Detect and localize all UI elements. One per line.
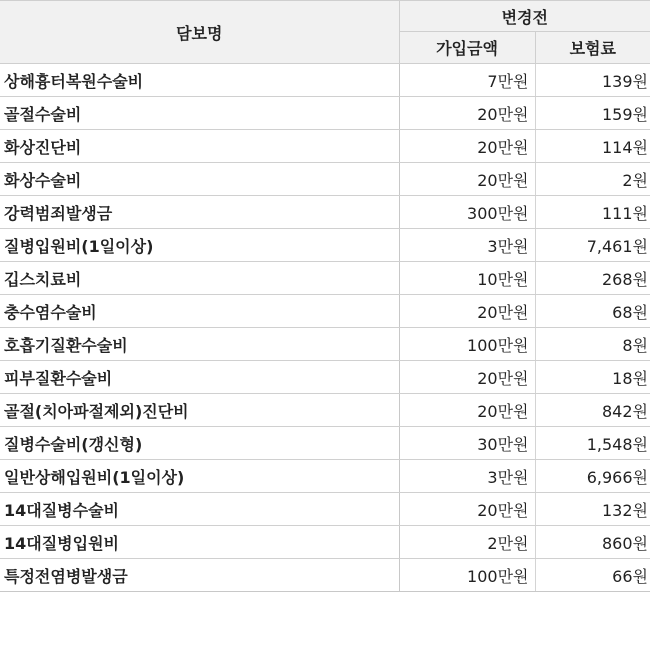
coverage-name-cell: 골절(치아파절제외)진단비 [0, 394, 399, 427]
premium-cell: 2원 [535, 163, 650, 196]
coverage-name-header: 담보명 [0, 1, 399, 64]
coverage-name-cell: 질병입원비(1일이상) [0, 229, 399, 262]
premium-cell: 159원 [535, 97, 650, 130]
amount-cell: 20만원 [399, 394, 535, 427]
premium-cell: 842원 [535, 394, 650, 427]
table-row [0, 460, 650, 493]
amount-cell: 300만원 [399, 196, 535, 229]
table-row [0, 328, 650, 361]
table-row [0, 229, 650, 262]
table-row [0, 262, 650, 295]
premium-cell: 132원 [535, 493, 650, 526]
amount-cell: 20만원 [399, 130, 535, 163]
table-row [0, 361, 650, 394]
amount-cell: 20만원 [399, 361, 535, 394]
amount-cell: 30만원 [399, 427, 535, 460]
amount-cell: 7만원 [399, 64, 535, 97]
coverage-name-cell: 피부질환수술비 [0, 361, 399, 394]
premium-cell: 8원 [535, 328, 650, 361]
coverage-name-cell: 호흡기질환수술비 [0, 328, 399, 361]
amount-cell: 20만원 [399, 295, 535, 328]
table-row [0, 427, 650, 460]
amount-cell: 10만원 [399, 262, 535, 295]
coverage-name-cell: 깁스치료비 [0, 262, 399, 295]
table-row [0, 64, 650, 97]
coverage-name-cell: 강력범죄발생금 [0, 196, 399, 229]
premium-cell: 18원 [535, 361, 650, 394]
coverage-name-cell: 질병수술비(갱신형) [0, 427, 399, 460]
amount-cell: 20만원 [399, 163, 535, 196]
amount-cell: 100만원 [399, 328, 535, 361]
coverage-name-cell: 화상진단비 [0, 130, 399, 163]
amount-cell: 3만원 [399, 229, 535, 262]
premium-cell: 7,461원 [535, 229, 650, 262]
coverage-name-cell: 일반상해입원비(1일이상) [0, 460, 399, 493]
premium-cell: 68원 [535, 295, 650, 328]
coverage-name-cell: 특정전염병발생금 [0, 559, 399, 592]
table-row [0, 97, 650, 130]
coverage-name-cell: 충수염수술비 [0, 295, 399, 328]
table-row [0, 295, 650, 328]
premium-cell: 66원 [535, 559, 650, 592]
table-row [0, 526, 650, 559]
before-change-header: 변경전 [399, 1, 650, 32]
premium-header: 보험료 [535, 32, 650, 64]
table-row [0, 493, 650, 526]
amount-cell: 2만원 [399, 526, 535, 559]
coverage-name-cell: 골절수술비 [0, 97, 399, 130]
premium-cell: 268원 [535, 262, 650, 295]
amount-cell: 20만원 [399, 97, 535, 130]
amount-header: 가입금액 [399, 32, 535, 64]
premium-cell: 1,548원 [535, 427, 650, 460]
premium-cell: 114원 [535, 130, 650, 163]
amount-cell: 20만원 [399, 493, 535, 526]
amount-cell: 100만원 [399, 559, 535, 592]
table-row [0, 559, 650, 592]
table-row [0, 394, 650, 427]
premium-cell: 860원 [535, 526, 650, 559]
premium-cell: 139원 [535, 64, 650, 97]
premium-cell: 111원 [535, 196, 650, 229]
table-row [0, 163, 650, 196]
table-row [0, 130, 650, 163]
coverage-name-cell: 화상수술비 [0, 163, 399, 196]
table-header [0, 1, 650, 64]
coverage-name-cell: 상해흉터복원수술비 [0, 64, 399, 97]
table-body [0, 64, 650, 592]
coverage-name-cell: 14대질병입원비 [0, 526, 399, 559]
coverage-name-cell: 14대질병수술비 [0, 493, 399, 526]
table-row [0, 196, 650, 229]
amount-cell: 3만원 [399, 460, 535, 493]
premium-cell: 6,966원 [535, 460, 650, 493]
